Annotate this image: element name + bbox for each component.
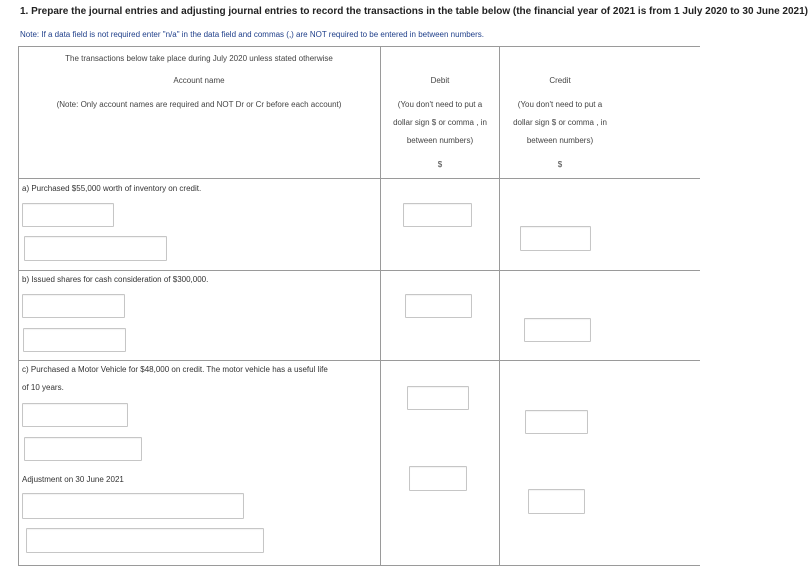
adjustment-account-1-input[interactable] xyxy=(22,493,244,519)
transaction-b-credit-input[interactable] xyxy=(524,318,591,342)
col-divider xyxy=(18,46,19,566)
transaction-c-credit-input[interactable] xyxy=(525,410,588,434)
debit-header: Debit xyxy=(430,76,450,85)
table-border-top xyxy=(18,46,700,47)
transaction-c-account-1-input[interactable] xyxy=(22,403,128,427)
transaction-c-debit-input[interactable] xyxy=(407,386,469,410)
credit-note: dollar sign $ or comma , in xyxy=(513,118,607,127)
instructions-note: Note: If a data field is not required enter "n/a" in the data field and commas (,) are NOT required to be entered in between numbers. xyxy=(20,30,485,39)
debit-note: dollar sign $ or comma , in xyxy=(393,118,487,127)
credit-currency-symbol: $ xyxy=(557,160,563,169)
transaction-b-description: b) Issued shares for cash consideration of $300,000. xyxy=(22,275,209,284)
credit-note: (You don't need to put a xyxy=(517,100,603,109)
transaction-a-description: a) Purchased $55,000 worth of inventory on credit. xyxy=(22,184,202,193)
debit-note: between numbers) xyxy=(406,136,474,145)
row-divider xyxy=(18,178,700,179)
journal-table xyxy=(18,46,700,566)
adjustment-description: Adjustment on 30 June 2021 xyxy=(22,475,124,484)
transaction-b-debit-input[interactable] xyxy=(405,294,472,318)
adjustment-account-2-input[interactable] xyxy=(26,528,264,553)
transaction-b-account-2-input[interactable] xyxy=(23,328,126,352)
transaction-a-debit-input[interactable] xyxy=(403,203,472,227)
account-name-header: Account name xyxy=(173,76,225,85)
transaction-a-account-1-input[interactable] xyxy=(22,203,114,227)
adjustment-debit-input[interactable] xyxy=(409,466,467,491)
transaction-c-description-line2: of 10 years. xyxy=(22,383,64,392)
table-intro: The transactions below take place during July 2020 unless stated otherwise xyxy=(65,54,333,63)
transaction-b-account-1-input[interactable] xyxy=(22,294,125,318)
debit-note: (You don't need to put a xyxy=(397,100,483,109)
transaction-a-account-2-input[interactable] xyxy=(24,236,167,261)
transaction-c-account-2-input[interactable] xyxy=(24,437,142,461)
transaction-c-description-line1: c) Purchased a Motor Vehicle for $48,000 on credit. The motor vehicle has a useful life xyxy=(22,365,328,374)
adjustment-credit-input[interactable] xyxy=(528,489,585,514)
question-title: 1. Prepare the journal entries and adjusting journal entries to record the transactions in the table below (the financial year of 2021 is from 1 July 2020 to 30 June 2021) xyxy=(20,6,808,17)
account-name-note: (Note: Only account names are required and NOT Dr or Cr before each account) xyxy=(56,100,342,109)
credit-header: Credit xyxy=(549,76,571,85)
credit-note: between numbers) xyxy=(526,136,594,145)
transaction-a-credit-input[interactable] xyxy=(520,226,591,251)
debit-currency-symbol: $ xyxy=(437,160,443,169)
